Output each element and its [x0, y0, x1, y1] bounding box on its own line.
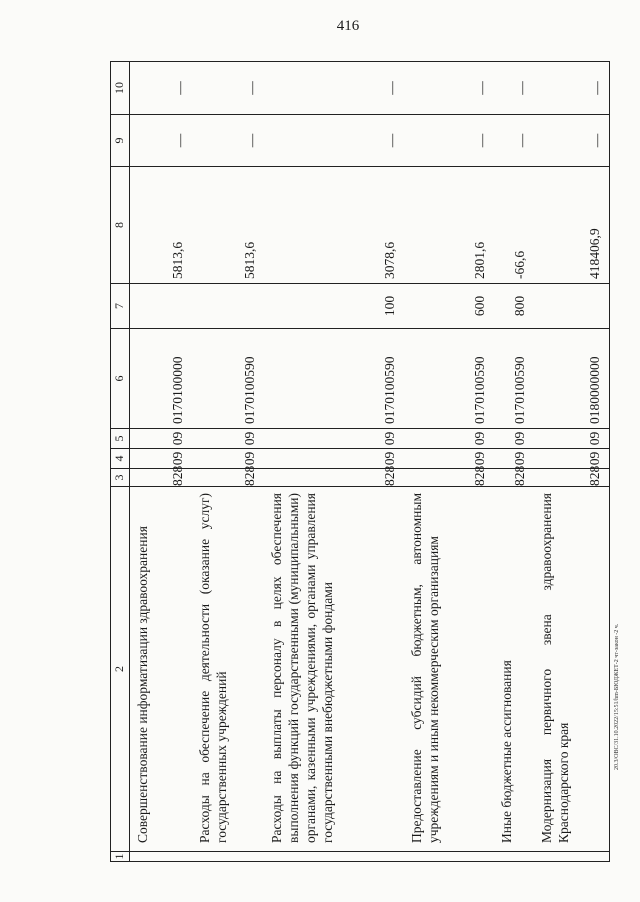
row-code-4: 09 [494, 449, 534, 469]
row-code-6: 0170100590 [494, 329, 534, 429]
row-code-4: 09 [130, 449, 192, 469]
row-col-9: — [192, 115, 264, 167]
row-col-1 [130, 852, 192, 862]
budget-table [110, 61, 610, 862]
row-code-7: 600 [404, 284, 494, 329]
row-amount: 3078,6 [264, 167, 404, 284]
row-code-3: 828 [264, 469, 404, 487]
header-col-1: 1 [111, 852, 130, 862]
row-col-9: — [534, 115, 610, 167]
header-col-8: 8 [111, 167, 130, 284]
row-code-4: 09 [534, 449, 610, 469]
row-col-1 [534, 852, 610, 862]
page-number: 416 [336, 18, 360, 34]
row-code-6: 0170100590 [404, 329, 494, 429]
row-code-6: 0170100590 [192, 329, 264, 429]
row-code-5: 09 [264, 429, 404, 449]
row-col-1 [264, 852, 404, 862]
row-amount: 5813,6 [130, 167, 192, 284]
row-code-4: 09 [264, 449, 404, 469]
header-col-7: 7 [111, 284, 130, 329]
row-code-7 [130, 284, 192, 329]
row-amount: -66,6 [494, 167, 534, 284]
row-col-9: — [264, 115, 404, 167]
row-code-7 [192, 284, 264, 329]
row-code-5: 09 [494, 429, 534, 449]
row-col-9: — [130, 115, 192, 167]
row-col-10: — [264, 62, 404, 115]
row-col-9: — [404, 115, 494, 167]
row-code-7: 100 [264, 284, 404, 329]
header-col-3: 3 [111, 469, 130, 487]
row-code-7 [534, 284, 610, 329]
row-code-3: 828 [404, 469, 494, 487]
header-col-2: 2 [111, 487, 130, 852]
row-code-5: 09 [130, 429, 192, 449]
header-col-9: 9 [111, 115, 130, 167]
row-code-6: 0170100590 [264, 329, 404, 429]
row-name: Модернизация первичного звена здравоохранения Краснодарского края [534, 487, 610, 852]
table-row [404, 62, 494, 862]
row-code-4: 09 [192, 449, 264, 469]
row-col-10: — [534, 62, 610, 115]
header-row [111, 62, 130, 862]
footer-stamp [614, 200, 624, 850]
row-code-5: 09 [534, 429, 610, 449]
row-name: Предоставление субсидий бюджетным, автономным учреждениям и иным некоммерческим организациям [404, 487, 494, 852]
header-col-10: 10 [111, 62, 130, 115]
row-code-5: 09 [192, 429, 264, 449]
row-code-7: 800 [494, 284, 534, 329]
row-col-1 [192, 852, 264, 862]
table-row [494, 62, 534, 862]
row-code-3: 828 [534, 469, 610, 487]
row-amount: 2801,6 [404, 167, 494, 284]
row-col-10: — [494, 62, 534, 115]
row-amount: 418406,9 [534, 167, 610, 284]
row-name: Совершенствование информатизации здравоохранения [130, 487, 192, 852]
row-col-9: — [494, 115, 534, 167]
budget-table-rotated [110, 62, 608, 862]
table-row [130, 62, 192, 862]
row-code-5: 09 [404, 429, 494, 449]
footer-text: 20.3/OBC/31.10.2022/15:51/hm-БЮДЖЕТ-2 чт-закон -2 ч. [614, 623, 620, 770]
row-code-6: 0170100000 [130, 329, 192, 429]
table-row [192, 62, 264, 862]
row-code-3: 828 [192, 469, 264, 487]
row-code-6: 0180000000 [534, 329, 610, 429]
row-name: Расходы на выплаты персоналу в целях обеспечения выполнения функций государственными (муниципальными) органами, казенными учреждениями, органами управления государственными внебюджетными фондами [264, 487, 404, 852]
row-code-3: 828 [130, 469, 192, 487]
header-col-5: 5 [111, 429, 130, 449]
row-col-10: — [130, 62, 192, 115]
header-col-4: 4 [111, 449, 130, 469]
row-code-3: 828 [494, 469, 534, 487]
header-col-6: 6 [111, 329, 130, 429]
row-col-10: — [404, 62, 494, 115]
table-row [264, 62, 404, 862]
table-row [534, 62, 610, 862]
row-col-1 [404, 852, 494, 862]
row-name: Иные бюджетные ассигнования [494, 487, 534, 852]
row-col-1 [494, 852, 534, 862]
row-amount: 5813,6 [192, 167, 264, 284]
row-code-4: 09 [404, 449, 494, 469]
row-col-10: — [192, 62, 264, 115]
row-name: Расходы на обеспечение деятельности (оказание услуг) государственных учреждений [192, 487, 264, 852]
